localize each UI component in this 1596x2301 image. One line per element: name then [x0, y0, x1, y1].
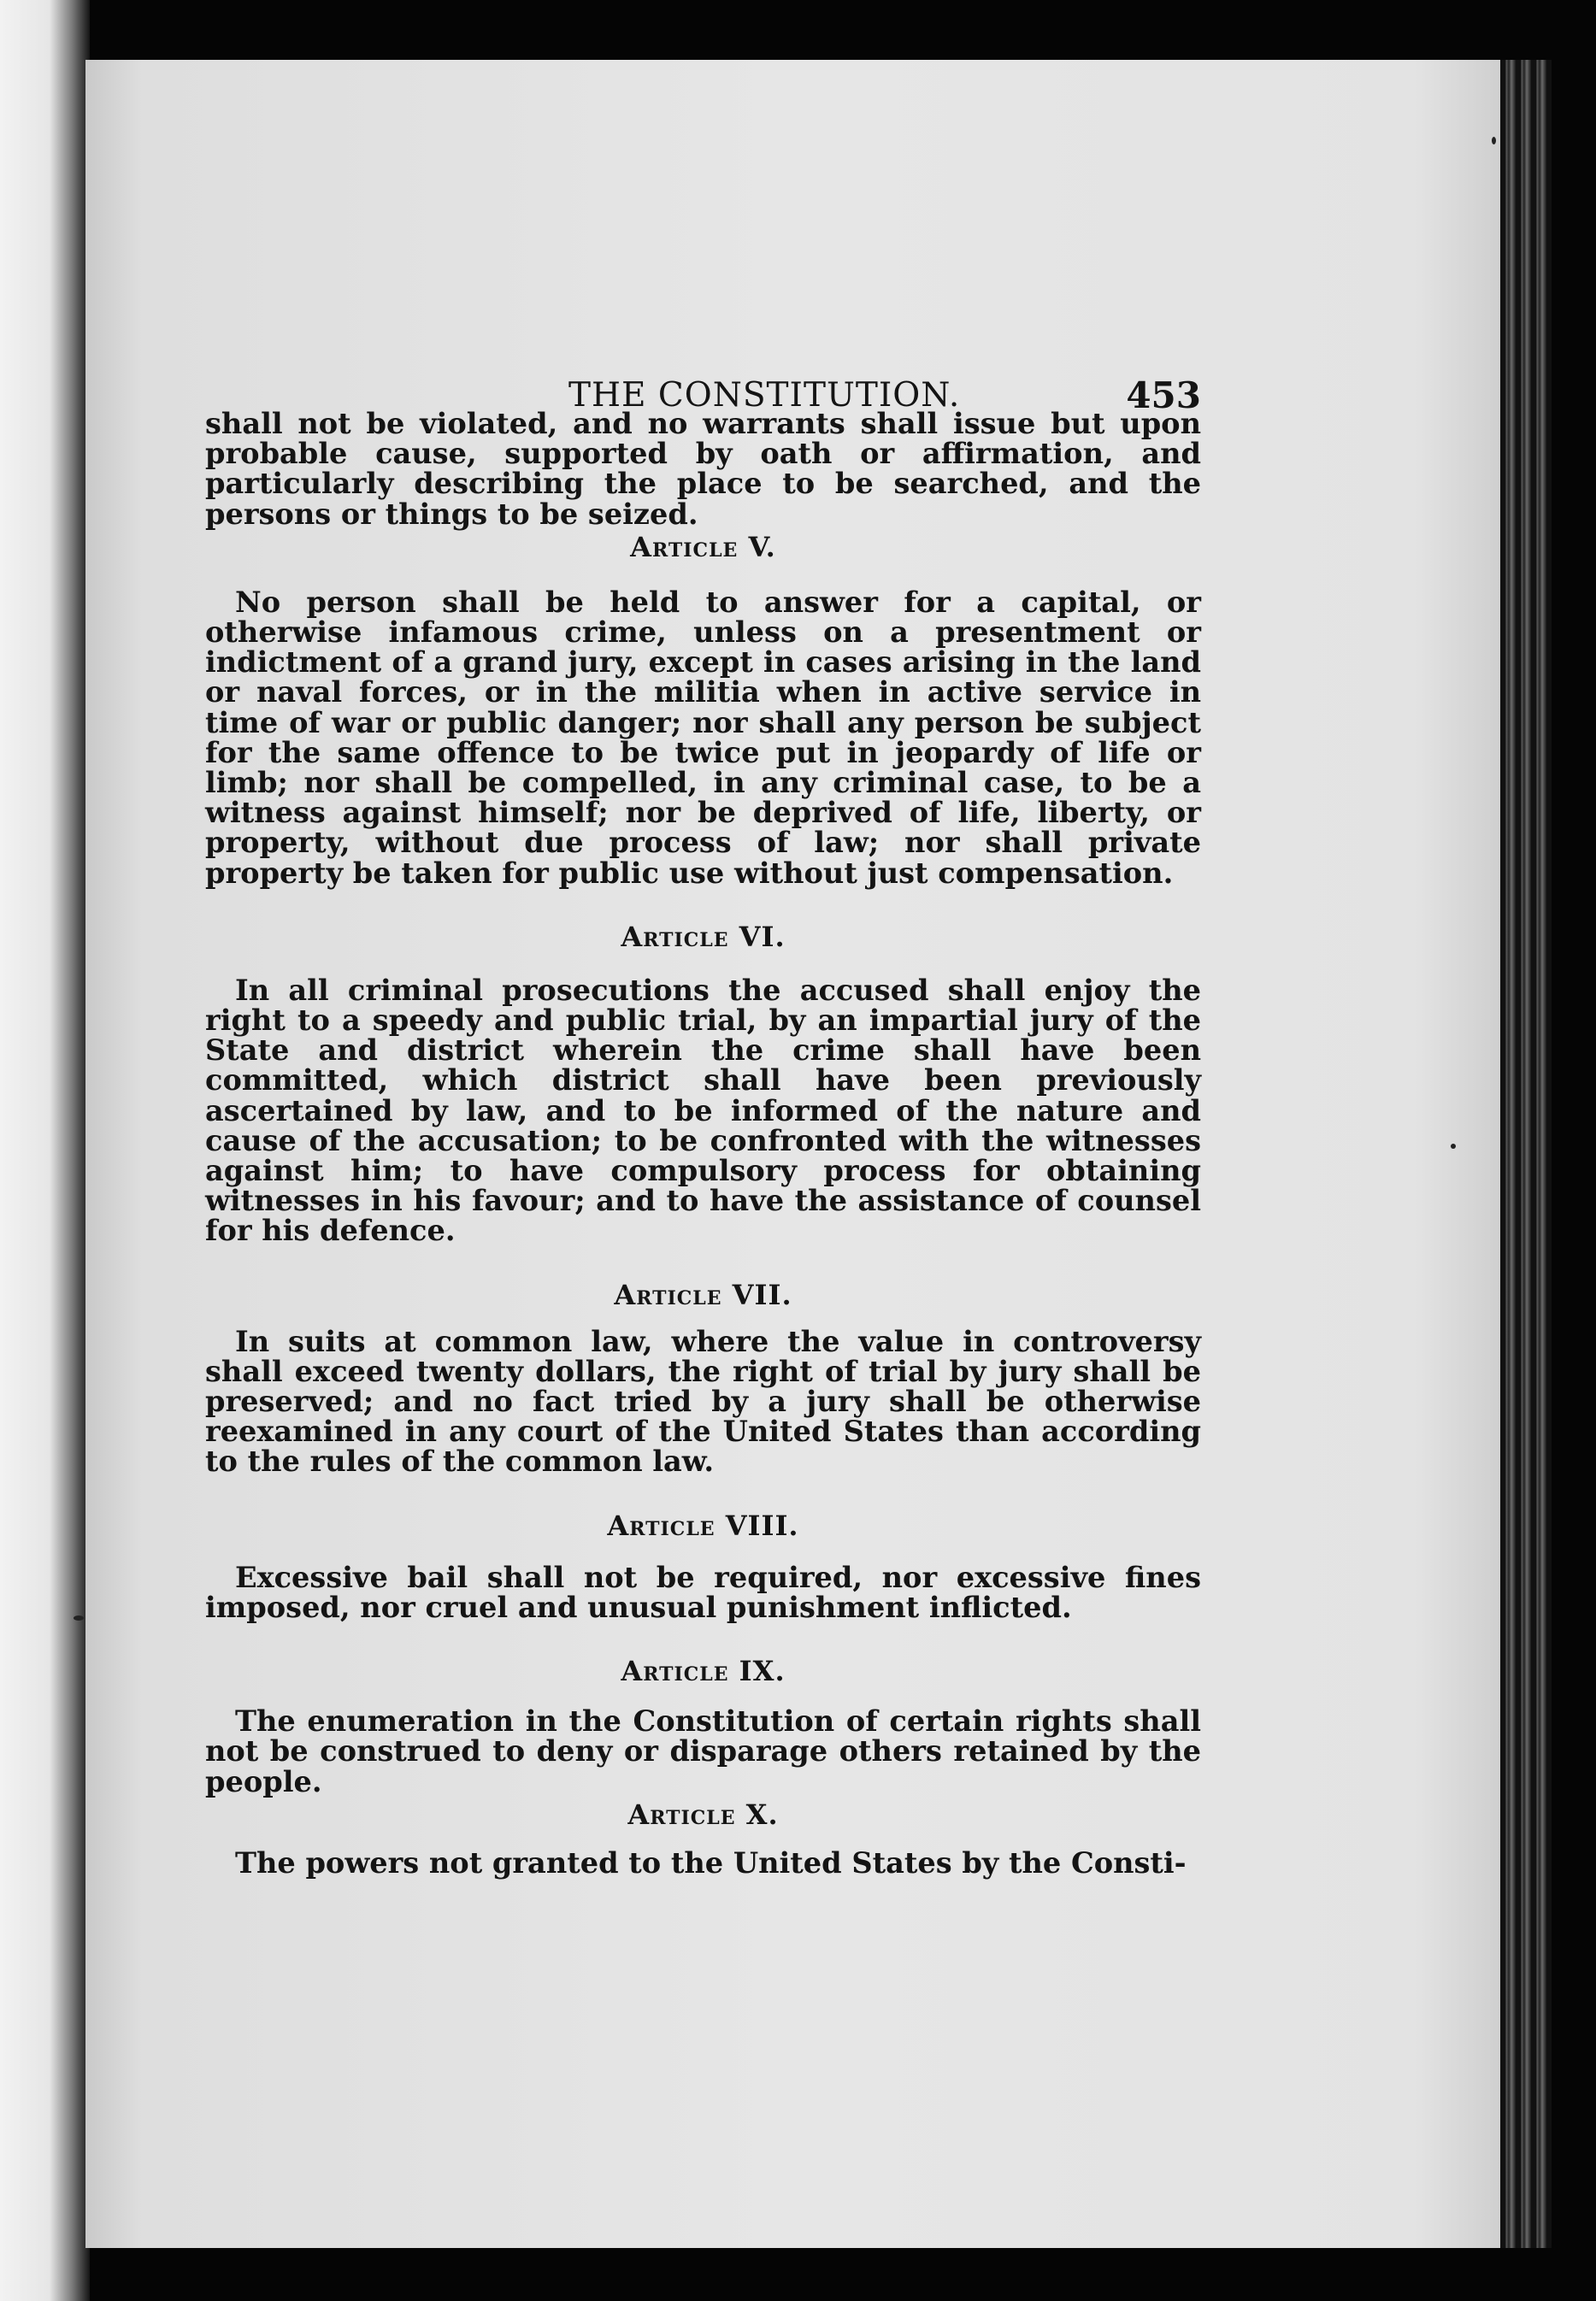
page-content	[205, 318, 1201, 1878]
scan-speck	[74, 1615, 84, 1621]
article-x-text: The powers not granted to the United States by the Consti-	[235, 1845, 1187, 1880]
page-number: 453	[1126, 374, 1201, 416]
running-head	[205, 318, 1201, 416]
article-x-heading: Article X.	[627, 1798, 779, 1831]
book-page-edges	[1500, 60, 1552, 2248]
article-v-text: No person shall be held to answer for a capital, or otherwise infamous crime, unless on a presentment or indictment of a grand jury, except in cases arising in the land or naval forces, or in the militia when in active service in time of war or public danger; nor shall any person be subject for the same offence to be twice put in jeopardy of life or limb; nor shall be compelled, in any criminal case, to be a witness against himself; nor be deprived of life, liberty, or property, without due process of law; nor shall private property be taken for public use without just compensation.	[205, 584, 1201, 890]
scan-speck	[1451, 1144, 1456, 1149]
article-vi-heading: Article VI.	[621, 920, 786, 953]
article-vii-text: In suits at common law, where the value in controversy shall exceed twenty dollars, the right of trial by jury shall be preserved; and no fact tried by a jury shall be otherwise reexamined in any court of the United States than according to the rules of the common law.	[205, 1323, 1201, 1479]
scan-speck	[1492, 137, 1496, 144]
continuation-paragraph: shall not be violated, and no warrants shall issue but upon probable cause, supported by oath or affirmation, and particularly describing the place to be searched, and the persons or things to be seized.	[205, 406, 1201, 531]
scan-left-margin	[0, 0, 90, 2301]
article-v-heading: Article V.	[630, 530, 776, 563]
article-ix-heading: Article IX.	[621, 1655, 786, 1688]
article-viii-text: Excessive bail shall not be required, nor excessive fines imposed, nor cruel and unusual punishment inflicted.	[205, 1559, 1201, 1624]
article-vi-text: In all criminal prosecutions the accused shall enjoy the right to a speedy and public trial, by an impartial jury of the State and district wherein the crime shall have been committed, which district shall have been previously ascertained by law, and to be informed of the nature and cause of the accusation; to be confronted with the witnesses against him; to have compulsory process for obtaining witnesses in his favour; and to have the assistance of counsel for his defence.	[205, 972, 1201, 1248]
article-vii-heading: Article VII.	[614, 1278, 792, 1311]
article-viii-heading: Article VIII.	[607, 1509, 799, 1542]
article-ix-text: The enumeration in the Constitution of certain rights shall not be construed to deny or disparage others retained by the people.	[205, 1704, 1201, 1798]
running-head-title: THE CONSTITUTION.	[568, 376, 961, 415]
